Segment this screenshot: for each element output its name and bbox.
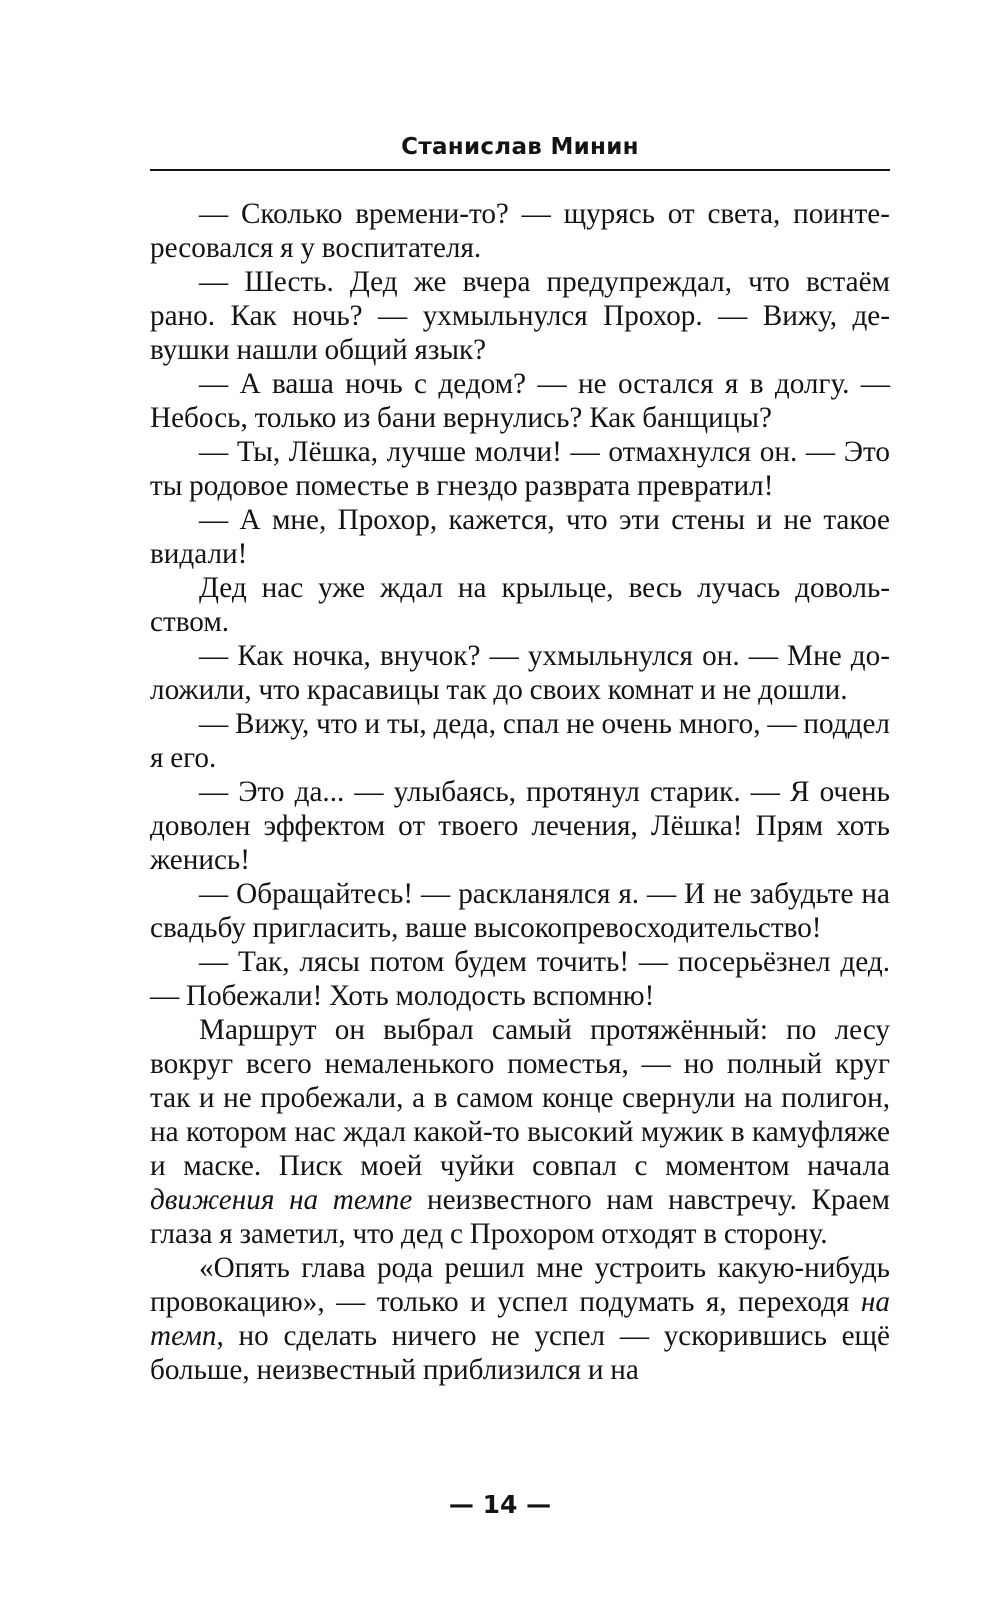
paragraph <box>150 707 890 775</box>
paragraph-text: «Опять глава рода решил мне устроить какую-нибудь провокацию», — только и успел подумать я, переходя <box>150 1252 890 1318</box>
paragraph-text: Маршрут он выбрал самый протяжённый: по лесу вокруг всего немаленького поместья, — но полный круг так и не пробежали, а в самом конце свернули на полигон, на котором нас ждал какой-то высокий мужик в камуфляже и маске. Писк моей чуйки совпал с моментом начала <box>150 1014 890 1182</box>
paragraph <box>150 197 890 265</box>
paragraph-text: — Это да... — улыбаясь, протянул старик. — Я очень доволен эффектом от твоего лечения, Лёшка! Прям хоть женись! <box>150 776 890 876</box>
paragraph-text: , но сделать ничего не успел — ускорившись ещё больше, неизвестный приблизился и на <box>150 1320 890 1386</box>
paragraph <box>150 503 890 571</box>
paragraph-text: — Обращайтесь! — раскланялся я. — И не забудьте на свадьбу пригласить, ваше высокопревосходительство! <box>150 878 890 944</box>
paragraph-text: — Ты, Лёшка, лучше молчи! — отмахнулся он. — Это ты родовое поместье в гнездо разврата превратил! <box>150 436 890 502</box>
paragraph-text: — Сколько времени-то? — щурясь от света, поинтересовался я у воспитателя. <box>150 198 890 264</box>
paragraph-text: — Шесть. Дед же вчера предупреждал, что встаём рано. Как ночь? — ухмыльнулся Прохор. — Вижу, девушки нашли общий язык? <box>150 266 890 366</box>
paragraph-text: — А мне, Прохор, кажется, что эти стены и не такое видали! <box>150 504 890 570</box>
paragraph <box>150 877 890 945</box>
paragraph-text: — Так, лясы потом будем точить! — посерьёзнел дед. — Побежали! Хоть молодость вспомню! <box>150 946 890 1012</box>
paragraph <box>150 571 890 639</box>
paragraph-text: Дед нас уже ждал на крыльце, весь лучась довольством. <box>150 572 890 638</box>
paragraph-text: — А ваша ночь с дедом? — не остался я в долгу. — Небось, только из бани вернулись? Как банщицы? <box>150 368 890 434</box>
paragraph-text: неизвестного нам навстречу. Краем глаза я заметил, что дед с Прохором отходят в сторону. <box>150 1184 890 1250</box>
paragraph <box>150 945 890 1013</box>
page-number: — 14 — <box>448 1490 552 1519</box>
paragraph-text: — Вижу, что и ты, деда, спал не очень много, — поддел я его. <box>150 708 890 774</box>
paragraph-text: — Как ночка, внучок? — ухмыльнулся он. — Мне доложили, что красавицы так до своих комнат и не дошли. <box>150 640 890 706</box>
italic-term: движения на темпе <box>150 1184 413 1216</box>
paragraph <box>150 775 890 877</box>
body-text <box>150 197 890 1387</box>
paragraph <box>150 1251 890 1387</box>
italic-term: на темп <box>150 1286 890 1352</box>
paragraph <box>150 1013 890 1251</box>
paragraph <box>150 367 890 435</box>
paragraph <box>150 265 890 367</box>
running-header-author: Станислав Минин <box>150 125 890 171</box>
paragraph <box>150 639 890 707</box>
paragraph <box>150 435 890 503</box>
